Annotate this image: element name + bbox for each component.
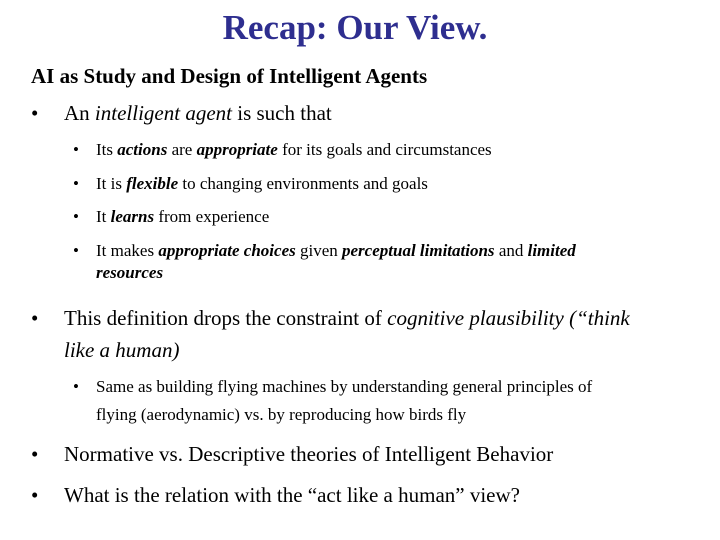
text: It is (96, 174, 127, 193)
bullet-marker: • (73, 207, 79, 226)
text: for its goals and circumstances (277, 140, 492, 159)
text: Normative vs. Descriptive theories of Intelligent Behavior (64, 442, 554, 466)
slide-subtitle: AI as Study and Design of Intelligent Agents (31, 64, 428, 88)
text: It (96, 207, 111, 226)
emphasis: learns (110, 207, 155, 226)
text: Its (96, 140, 118, 159)
sub-bullet-choices (73, 240, 576, 284)
emphasis: resources (96, 263, 164, 282)
bullet-marker: • (31, 306, 39, 330)
bullet-definition (31, 305, 630, 364)
bullet-marker: • (31, 442, 39, 466)
text: This definition drops the constraint of (64, 306, 388, 330)
sub-bullet-flying (73, 376, 592, 426)
text: is such that (231, 101, 332, 125)
sub-bullet-learns (73, 206, 269, 228)
emphasis: appropriate (196, 140, 278, 159)
emphasis: actions (117, 140, 168, 159)
bullet-marker: • (73, 377, 79, 396)
emphasis: flexible (126, 174, 179, 193)
text: flying (aerodynamic) vs. by reproducing how birds fly (96, 405, 467, 424)
bullet-marker: • (31, 101, 39, 125)
sub-bullet-actions (73, 139, 492, 161)
bullet-normative (31, 441, 553, 468)
emphasis: perceptual limitations (342, 241, 495, 260)
emphasis: intelligent agent (94, 101, 232, 125)
emphasis: limited (527, 241, 576, 260)
text: It makes (96, 241, 159, 260)
emphasis: cognitive plausibility (“think (387, 306, 630, 330)
sub-bullet-flexible (73, 173, 428, 195)
slide-title: Recap: Our View. (222, 8, 488, 47)
emphasis: like a human) (64, 338, 180, 362)
bullet-intelligent-agent (31, 100, 332, 127)
text: to changing environments and goals (178, 174, 428, 193)
bullet-relation (31, 482, 520, 509)
bullet-marker: • (73, 174, 79, 193)
text: given (295, 241, 343, 260)
text: An (64, 101, 95, 125)
bullet-marker: • (73, 140, 79, 159)
text: are (167, 140, 197, 159)
text: and (494, 241, 528, 260)
text: from experience (154, 207, 270, 226)
bullet-marker: • (73, 241, 79, 260)
text: What is the relation with the “act like a human” view? (64, 483, 520, 507)
text: Same as building flying machines by understanding general principles of (96, 377, 593, 396)
emphasis: appropriate choices (158, 241, 296, 260)
bullet-marker: • (31, 483, 39, 507)
